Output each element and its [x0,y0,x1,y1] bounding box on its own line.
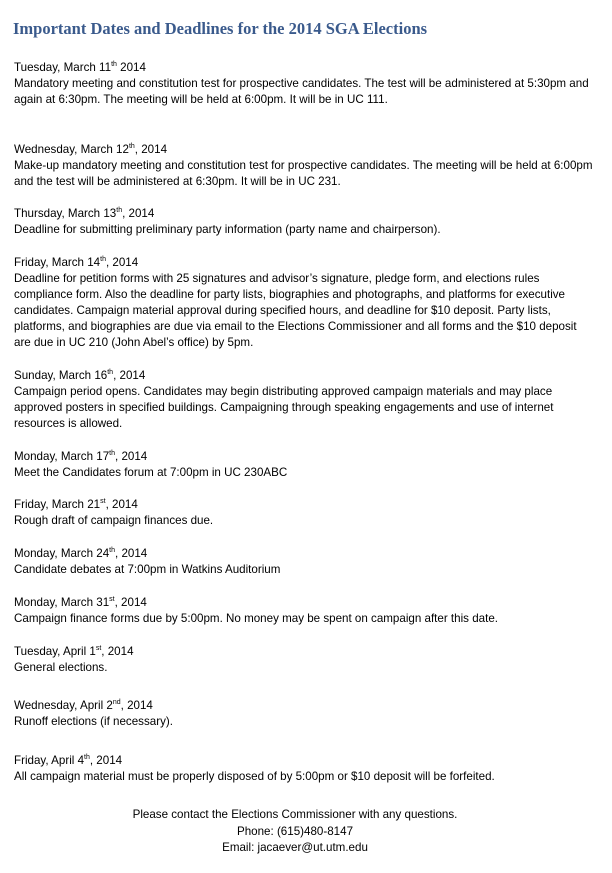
entry-march-17 [14,449,594,481]
entry-description: All campaign material must be properly disposed of by 5:00pm or $10 deposit will be forfeited. [14,770,495,783]
entry-description: Runoff elections (if necessary). [14,715,173,728]
entry-date: Monday, March 31st, 2014 [14,596,147,609]
entry-description: Campaign period opens. Candidates may begin distributing approved campaign materials and may place approved posters in specified buildings. Campaigning through speaking engagements and use of internet resources is allowed. [14,385,554,430]
entry-date: Tuesday, March 11th 2014 [14,61,146,74]
entry-description: Meet the Candidates forum at 7:00pm in UC 230ABC [14,466,288,479]
entry-april-2 [14,698,594,730]
entry-date: Tuesday, April 1st, 2014 [14,645,134,658]
entry-description: Deadline for submitting preliminary party information (party name and chairperson). [14,223,441,236]
entry-april-1 [14,644,594,676]
entry-date: Friday, April 4th, 2014 [14,754,123,767]
entry-date: Wednesday, March 12th, 2014 [14,143,168,156]
entry-march-21 [14,497,594,529]
entry-description: General elections. [14,661,108,674]
contact-message: Please contact the Elections Commissioner with any questions. [132,808,458,821]
entry-march-24 [14,546,594,578]
entry-date: Sunday, March 16th, 2014 [14,369,146,382]
contact-phone: Phone: (615)480-8147 [236,824,354,838]
entry-description: Make-up mandatory meeting and constitution test for prospective candidates. The meeting will be held at 6:00pm and the test will be administered at 6:30pm. It will be in UC 231. [14,159,593,188]
contact-block [0,807,590,857]
entry-march-11 [14,60,594,108]
entry-march-13 [14,206,594,238]
entry-description: Candidate debates at 7:00pm in Watkins Auditorium [14,563,281,576]
entry-description: Rough draft of campaign finances due. [14,514,214,527]
entry-date: Monday, March 17th, 2014 [14,450,148,463]
entry-march-12 [14,142,594,190]
entry-description: Mandatory meeting and constitution test for prospective candidates. The test will be administered at 5:30pm and again at 6:30pm. The meeting will be held at 6:00pm. It will be in UC 111. [14,77,589,106]
entry-date: Friday, March 14th, 2014 [14,256,139,269]
entry-date: Wednesday, April 2nd, 2014 [14,699,153,712]
entry-march-31 [14,595,594,627]
entry-march-14 [14,255,594,351]
entry-date: Friday, March 21st, 2014 [14,498,138,511]
entry-description: Deadline for petition forms with 25 signatures and advisor’s signature, pledge form, and elections rules compliance form. Also the deadline for party lists, biographies and photographs, and platforms for executive candidates. Campaign material approval during specified hours, and deadline for $10 deposit. Party lists, platforms, and biographies are due via email to the Elections Commissioner and all forms and the $10 deposit are due in UC 210 (John Abel’s office) by 5pm. [14,272,577,349]
entry-date: Monday, March 24th, 2014 [14,547,148,560]
page-title: Important Dates and Deadlines for the 2014 SGA Elections [13,19,428,38]
entry-march-16 [14,368,594,432]
entry-description: Campaign finance forms due by 5:00pm. No money may be spent on campaign after this date. [14,612,498,625]
contact-email: Email: jacaever@ut.utm.edu [222,841,368,854]
entry-date: Thursday, March 13th, 2014 [14,207,155,220]
entry-april-4 [14,753,594,785]
